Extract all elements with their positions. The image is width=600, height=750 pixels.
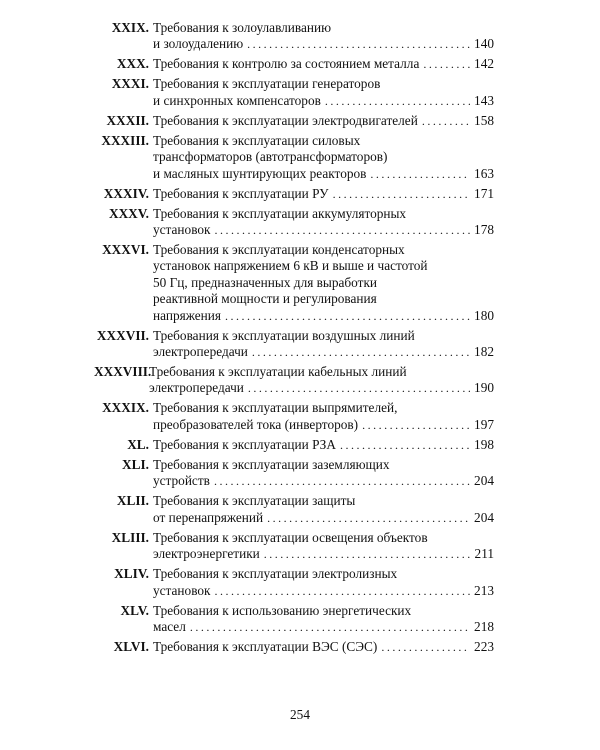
toc-entry-title-line: Требования к эксплуатации заземляющих bbox=[153, 456, 390, 472]
toc-entry-title-line: Требования к эксплуатации электролизных bbox=[153, 566, 398, 582]
toc-entry-last-line bbox=[153, 437, 494, 453]
toc-entry-last-line bbox=[153, 93, 494, 109]
toc-entry-last-line bbox=[153, 222, 494, 238]
toc-entry-number: XLV. bbox=[120, 602, 149, 618]
toc-entry-title-line: Требования к эксплуатации генераторов bbox=[153, 76, 381, 92]
toc-entry-title-line: и масляных шунтирующих реакторов bbox=[153, 165, 367, 181]
toc-entry-title bbox=[153, 400, 494, 433]
toc-entry bbox=[94, 242, 494, 324]
toc-entry-title bbox=[149, 364, 494, 397]
toc-entry-title bbox=[153, 76, 494, 109]
toc-entry-title bbox=[153, 639, 494, 655]
toc-entry-title-line: Требования к эксплуатации кабельных линий bbox=[149, 364, 407, 380]
toc-entry-title bbox=[153, 328, 494, 361]
toc-entry-last-line bbox=[153, 417, 494, 433]
toc-entry-page: 182 bbox=[474, 344, 494, 360]
toc-entry-last-line bbox=[153, 546, 494, 562]
dot-leader bbox=[215, 583, 471, 599]
toc-entry-number: XXXII. bbox=[106, 112, 149, 128]
page-number: 254 bbox=[290, 707, 310, 722]
toc-entry bbox=[94, 133, 494, 182]
toc-entry-page: 223 bbox=[474, 638, 494, 654]
dot-leader bbox=[370, 166, 470, 182]
toc-entry-number: XXXVII. bbox=[96, 327, 149, 343]
toc-entry-title-line: электропередачи bbox=[153, 344, 248, 360]
toc-entry-page: 190 bbox=[474, 380, 494, 396]
toc-entry-title bbox=[153, 206, 494, 239]
toc-entry-number: XLIII. bbox=[111, 529, 149, 545]
toc-entry-title-line: Требования к эксплуатации силовых bbox=[153, 132, 361, 148]
toc-entry-page: 140 bbox=[474, 36, 494, 52]
toc-entry-title-line: Требования к эксплуатации РУ bbox=[153, 185, 329, 201]
toc-entry bbox=[94, 400, 494, 433]
toc-entry bbox=[94, 56, 494, 72]
dot-leader bbox=[333, 186, 470, 202]
dot-leader bbox=[252, 344, 470, 360]
toc-entry-last-line bbox=[153, 56, 494, 72]
toc-entry-title-line: Требования к использованию энергетических bbox=[153, 602, 412, 618]
toc-entry-title-line: трансформаторов (автотрансформаторов) bbox=[153, 149, 388, 165]
toc-entry-last-line bbox=[153, 36, 494, 52]
toc-entry-number: XXX. bbox=[116, 56, 149, 72]
toc-entry-number: XL. bbox=[127, 436, 149, 452]
dot-leader bbox=[264, 546, 471, 562]
toc-entry bbox=[94, 566, 494, 599]
dot-leader bbox=[422, 113, 470, 129]
toc-entry-title bbox=[153, 113, 494, 129]
toc-entry-title-line: электропередачи bbox=[149, 380, 244, 396]
toc-entry-title bbox=[153, 242, 494, 324]
toc-entry-page: 142 bbox=[474, 56, 494, 72]
toc-entry-title-line: Требования к эксплуатации выпрямителей, bbox=[153, 400, 398, 416]
toc-entry-last-line bbox=[153, 510, 494, 526]
dot-leader bbox=[215, 222, 471, 238]
table-of-contents bbox=[94, 20, 494, 659]
dot-leader bbox=[247, 36, 470, 52]
toc-entry-title-line: напряжения bbox=[153, 307, 221, 323]
toc-entry-page: 197 bbox=[474, 416, 494, 432]
toc-entry-title-line: масел bbox=[153, 618, 186, 634]
toc-entry-title bbox=[153, 566, 494, 599]
toc-entry-title-line: Требования к золоулавливанию bbox=[153, 20, 332, 35]
toc-entry-title bbox=[153, 457, 494, 490]
toc-entry-page: 178 bbox=[474, 222, 494, 238]
toc-entry-title-line: Требования к эксплуатации конденсаторных bbox=[153, 242, 405, 258]
toc-entry-title-line: Требования к эксплуатации электродвигателей bbox=[153, 112, 418, 128]
toc-entry-number: XXIX. bbox=[111, 20, 149, 35]
toc-entry-number: XXXI. bbox=[111, 76, 149, 92]
toc-entry-page: 204 bbox=[474, 473, 494, 489]
toc-entry-number: XXXIII. bbox=[101, 132, 149, 148]
dot-leader bbox=[190, 619, 470, 635]
toc-entry-page: 218 bbox=[474, 618, 494, 634]
toc-entry bbox=[94, 206, 494, 239]
toc-entry-page: 213 bbox=[474, 582, 494, 598]
toc-entry-last-line bbox=[153, 583, 494, 599]
toc-entry-last-line bbox=[153, 186, 494, 202]
toc-entry bbox=[94, 639, 494, 655]
toc-entry-title-line: установок bbox=[153, 582, 211, 598]
toc-entry-title bbox=[153, 186, 494, 202]
dot-leader bbox=[381, 639, 470, 655]
toc-entry-number: XXXVI. bbox=[102, 242, 149, 258]
dot-leader bbox=[325, 93, 470, 109]
toc-entry-title bbox=[153, 530, 494, 563]
dot-leader bbox=[340, 437, 470, 453]
toc-entry-page: 171 bbox=[474, 185, 494, 201]
toc-entry-last-line bbox=[153, 113, 494, 129]
toc-entry bbox=[94, 437, 494, 453]
toc-entry-page: 158 bbox=[474, 112, 494, 128]
toc-entry-title bbox=[153, 437, 494, 453]
toc-entry-page: 198 bbox=[474, 436, 494, 452]
toc-entry bbox=[94, 530, 494, 563]
dot-leader bbox=[214, 473, 470, 489]
toc-entry-last-line bbox=[153, 166, 494, 182]
toc-entry-last-line bbox=[153, 639, 494, 655]
toc-entry-title-line: преобразователей тока (инверторов) bbox=[153, 416, 359, 432]
toc-entry-title-line: и синхронных компенсаторов bbox=[153, 92, 321, 108]
toc-entry-last-line bbox=[153, 308, 494, 324]
toc-entry-number: XLVI. bbox=[113, 638, 149, 654]
toc-entry-last-line bbox=[153, 473, 494, 489]
toc-entry-page: 211 bbox=[474, 546, 494, 562]
toc-entry bbox=[94, 186, 494, 202]
toc-entry-title-line: 50 Гц, предназначенных для выработки bbox=[153, 274, 378, 290]
toc-entry bbox=[94, 364, 494, 397]
toc-entry-title-line: Требования к эксплуатации аккумуляторных bbox=[153, 205, 407, 221]
dot-leader bbox=[248, 380, 470, 396]
toc-entry-title-line: Требования к эксплуатации защиты bbox=[153, 493, 356, 509]
toc-entry-title bbox=[153, 20, 494, 53]
toc-entry-title-line: установок bbox=[153, 222, 211, 238]
toc-entry-title-line: от перенапряжений bbox=[153, 509, 264, 525]
toc-entry-number: XXXVIII. bbox=[94, 364, 152, 380]
toc-entry-title bbox=[153, 603, 494, 636]
toc-entry-last-line bbox=[153, 344, 494, 360]
toc-entry bbox=[94, 493, 494, 526]
toc-entry bbox=[94, 20, 494, 53]
toc-entry-page: 163 bbox=[474, 165, 494, 181]
toc-entry-number: XLIV. bbox=[114, 566, 149, 582]
toc-entry-title-line: Требования к эксплуатации ВЭС (СЭС) bbox=[153, 638, 378, 654]
toc-entry-number: XXXIX. bbox=[102, 400, 149, 416]
toc-entry-page: 204 bbox=[474, 509, 494, 525]
toc-entry-title-line: установок напряжением 6 кВ и выше и частотой bbox=[153, 258, 428, 274]
toc-entry-title-line: Требования к эксплуатации воздушных линий bbox=[153, 327, 415, 343]
toc-entry-number: XXXIV. bbox=[103, 185, 149, 201]
dot-leader bbox=[225, 308, 470, 324]
toc-entry-page: 143 bbox=[474, 92, 494, 108]
toc-entry-page: 180 bbox=[474, 307, 494, 323]
toc-entry bbox=[94, 457, 494, 490]
toc-entry-title-line: реактивной мощности и регулирования bbox=[153, 291, 377, 307]
toc-entry-title-line: и золоудалению bbox=[153, 36, 244, 52]
toc-entry-title-line: устройств bbox=[153, 473, 210, 489]
toc-entry-title bbox=[153, 493, 494, 526]
toc-entry bbox=[94, 76, 494, 109]
dot-leader bbox=[267, 510, 470, 526]
toc-entry-title-line: Требования к эксплуатации РЗА bbox=[153, 436, 336, 452]
dot-leader bbox=[423, 56, 470, 72]
toc-entry-title-line: электроэнергетики bbox=[153, 546, 260, 562]
toc-entry-number: XLII. bbox=[116, 493, 149, 509]
toc-entry-title-line: Требования к эксплуатации освещения объектов bbox=[153, 529, 428, 545]
toc-entry-title-line: Требования к контролю за состоянием металла bbox=[153, 56, 420, 72]
toc-entry-title bbox=[153, 133, 494, 182]
toc-entry-number: XLI. bbox=[122, 456, 149, 472]
toc-entry-title bbox=[153, 56, 494, 72]
toc-entry bbox=[94, 113, 494, 129]
toc-entry-last-line bbox=[149, 380, 494, 396]
toc-entry bbox=[94, 328, 494, 361]
toc-entry-number: XXXV. bbox=[108, 205, 149, 221]
toc-entry bbox=[94, 603, 494, 636]
toc-entry-last-line bbox=[153, 619, 494, 635]
dot-leader bbox=[362, 417, 470, 433]
